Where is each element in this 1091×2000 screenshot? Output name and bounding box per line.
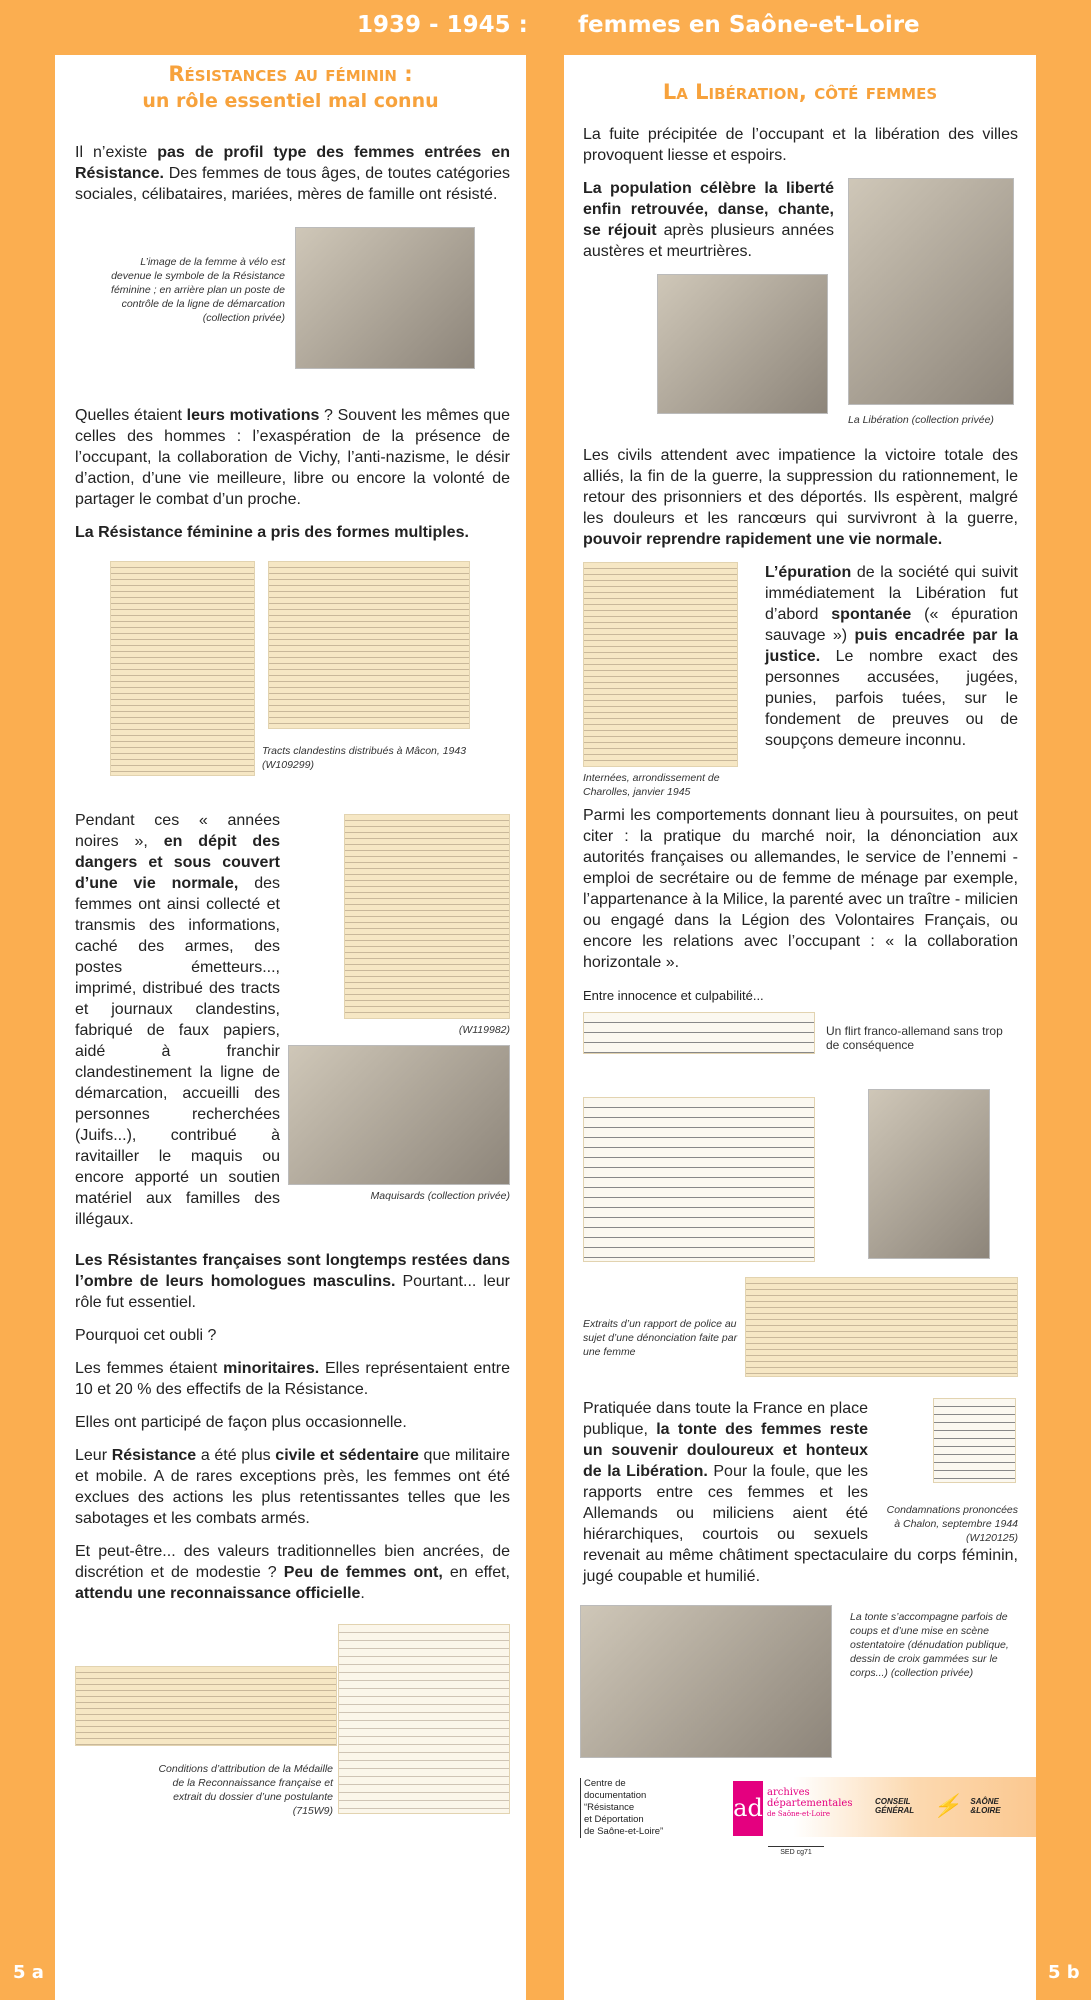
caption-tonte: La tonte s’accompagne parfois de coups et d’une mise en scène ostentatoire (dénudation publique, dessin de croix gammées sur le corps...) (collection privée) [850,1611,1009,1679]
denunciation-report-doc [745,1277,1018,1377]
right-p4: L’épuration de la société qui suivit immédiatement la Libération fut d’abord spontanée (« épuration sauvage ») puis encadrée par la justice. Le nombre exact des personnes accusées, jugées, punies, parfois tuées, sur le fondement de preuves ou de soupçons demeure inconnu. [765,564,1019,749]
caption-condamn: Condamnations prononcées à Chalon, septembre 1944 (W120125) [886,1504,1018,1544]
internees-register [583,562,738,767]
caption-medal: Conditions d’attribution de la Médaille de la Reconnaissance française et extrait du dossier d’une postulante (715W9) [158,1763,333,1817]
jeep-figure [848,178,1018,427]
condamn-figure [878,1398,1018,1545]
bike-figure [75,227,510,385]
postulante-dossier-doc [338,1624,510,1814]
left-p10: Et peut-être... des valeurs traditionnelles bien ancrées, de discrétion et de modestie ? Peu de femmes ont, en effet, attendu une reconnaissance officielle. [75,1543,510,1602]
left-p6: Pourquoi cet oubli ? [75,1327,217,1344]
tonte-figure [583,1605,1018,1763]
right-p2: La population célèbre la liberté enfin retrouvée, danse, chante, se réjouit après plusieurs années austères et meurtrières. [583,180,834,260]
page-number-left: 5 a [13,1962,44,1983]
right-title: La Libération, côté femmes [662,80,938,104]
left-p1: Il n’existe pas de profil type des femmes entrées en Résistance. Des femmes de tous âges, de toutes catégories sociales, célibataires, mariées, mères de famille ont résisté. [75,144,511,203]
caption-flirt: Un flirt franco-allemand sans trop de conséquence [826,1024,1003,1052]
archives-logo: ad [733,1781,763,1836]
caption-internees: Internées, arrondissement de Charolles, janvier 1945 [583,772,720,798]
right-p3: Les civils attendent avec impatience la victoire totale des alliés, la fin de la guerre, la suppression du rationnement, le retour des prisonniers et des déportés. Ils espèrent, malgré les douleurs et les rancœurs qui survivront à la guerre, pouvoir reprendre rapidement une vie normale. [583,447,1018,548]
tracts-figure [75,561,510,796]
tract-image-1 [110,561,255,776]
credit: SED cg71 [768,1846,824,1856]
epuration-block [583,562,1018,799]
left-p4-figures [288,814,510,1209]
page-number-right: 5 b [1048,1962,1080,1983]
caption-police: Extraits d’un rapport de police au sujet d’une dénonciation faite par une femme [583,1318,738,1358]
header-subject: femmes en Saône-et-Loire [578,12,920,38]
header-dates: 1939 - 1945 : [357,12,528,38]
caption-maquis: Maquisards (collection privée) [370,1190,510,1202]
left-column [75,142,510,1819]
footer [583,1777,1018,1857]
photo-liberation-jeep [848,178,1014,405]
left-p8: Elles ont participé de façon plus occasionnelle. [75,1414,407,1431]
photo-tonte [580,1605,832,1758]
right-p5: Parmi les comportements donnant lieu à poursuites, on peut citer : la pratique du marché noir, la dénonciation aux autorités françaises ou allemandes, le service de l’ennemi - emploi de secrétaire ou de femme de ménage par exemple, l’appartenance à la Milice, la parenté avec un traître - milicien ou engagé dans la Légion des Volontaires Français, ou encore les relations avec l’occupant : « la collaboration horizontale ». [583,807,1018,971]
medal-figure [75,1624,510,1819]
caption-bike: L’image de la femme à vélo est devenue le symbole de la Résistance féminine ; en arrière plan un poste de contrôle de la ligne de démarcation (collection privée) [111,256,285,324]
photo-soldier [868,1089,990,1259]
left-subtitle: un rôle essentiel mal connu [142,90,439,112]
photo-women-celebrating [657,274,828,414]
right-p1: La fuite précipitée de l’occupant et la libération des villes provoquent liesse et espoirs. [583,126,1018,164]
caption-tracts: Tracts clandestins distribués à Mâcon, 1943 (W109299) [262,745,467,771]
photo-woman-bike [295,227,475,369]
centre-documentation: Centre de documentation “Résistance et Déportation de Saône-et-Loire” [580,1778,663,1838]
archives-text: archives départementales de Saône-et-Loire [767,1787,853,1818]
tract-image-2 [268,561,470,729]
left-p4-block [75,810,510,1242]
caption-doc: (W119982) [458,1024,510,1036]
collaboration-figure [583,1012,1018,1384]
document-w119982 [344,814,510,1019]
left-p3: La Résistance féminine a pris des formes multiples. [75,524,469,541]
left-p4: Pendant ces « années noires », en dépit des dangers et sous couvert d’une vie normale, des femmes ont ainsi collecté et transmis des informations, caché des armes, des postes émetteurs..., imprimé, distribué des tracts et journaux clandestins, fabriqué de faux papiers, aidé à franchir clandestinement la ligne de démarcation, accueilli des personnes recherchées (Juifs...), contribué à ravitailler le maquis ou encore apporté un soutien matériel aux familles des illégaux. [75,812,280,1228]
photo-maquisards [288,1045,510,1185]
condamnations-doc [933,1398,1016,1483]
left-p2: Quelles étaient leurs motivations ? Souvent les mêmes que celles des hommes : l’exaspération de la présence de l’occupant, la collaboration de Vichy, l’anti-nazisme, le désir d’action, d’une vie meilleure, libre ou encore la volonté de partager le combat d’un proche. [75,407,510,508]
caption-jeep: La Libération (collection privée) [848,414,994,426]
conseil-general-logo: CONSEIL GÉNÉRAL ⚡ SAÔNE &LOIRE [875,1793,1001,1818]
tonte-block [583,1398,1018,1599]
right-column [583,124,1018,1857]
left-p9: Leur Résistance a été plus civile et sédentaire que militaire et mobile. A de rares exceptions près, les femmes ont été exclues des actions les plus retentissantes telles que les sabotages et les combats armés. [75,1447,511,1527]
left-p7: Les femmes étaient minoritaires. Elles représentaient entre 10 et 20 % des effectifs de la Résistance. [75,1360,510,1398]
left-p5: Les Résistantes françaises sont longtemps restées dans l’ombre de leurs homologues masculins. Pourtant... leur rôle fut essentiel. [75,1252,511,1311]
right-p7: Pratiquée dans toute la France en place publique, la tonte des femmes reste un souvenir douloureux et honteux de la Libération. Pour la foule, que les rapports entre ces femmes et les Allemands ou miliciens aient été hiérarchiques, courtois ou sexuels revenait au même châtiment spectaculaire du corps féminin, jugé coupable et humilié. [583,1400,1018,1585]
police-report-doc [583,1097,815,1262]
internees-figure [583,562,743,799]
conseil-general-emblem-icon: ⚡ [933,1793,961,1818]
right-p6: Entre innocence et culpabilité... [583,988,764,1003]
flirt-letter-doc [583,1012,815,1054]
left-title: Résistances au féminin : [168,62,413,86]
medal-conditions-doc [75,1666,337,1746]
celebration-block [583,178,1018,427]
